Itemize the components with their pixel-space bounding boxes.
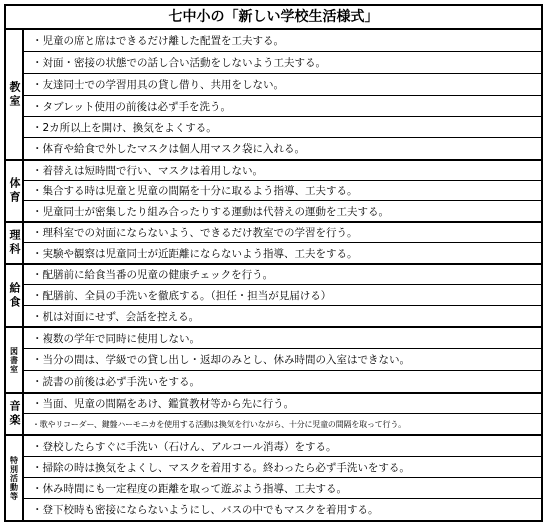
rule-row: ・体育や給食で外したマスクは個人用マスク袋に入れる。	[32, 143, 305, 155]
rule-row: ・配膳前に給食当番の児童の健康チェックを行う。	[24, 265, 541, 285]
section-library	[6, 328, 541, 394]
rule-row: ・登下校時も密接にならないようにし、バスの中でもマスクを着用する。	[32, 504, 379, 516]
rule-row: ・当分の間は、学級での貸し出し・返却のみとし、休み時間の入室はできない。	[24, 349, 541, 371]
section-classroom	[6, 30, 541, 161]
rule-row: ・児童の席と席はできるだけ離した配置を工夫する。	[24, 30, 541, 52]
rule-row: ・タブレット使用の前後は必ず手を洗う。	[24, 96, 541, 117]
rule-row: ・対面・密接の状態での話し合い活動をしないよう工夫する。	[24, 52, 541, 74]
rule-row: ・友達同士での学習用具の貸し借り、共用をしない。	[24, 74, 541, 96]
section-label: 特別活動等	[6, 436, 24, 520]
page-title: 七中小の「新しい学校生活様式」	[6, 6, 541, 30]
rule-row: ・歌やリコーダー、鍵盤ハーモニカを使用する活動は換気を行いながら、十分に児童の間隔を取って行う。	[32, 419, 406, 429]
section-label: 体育	[6, 161, 24, 221]
section-label: 教室	[6, 30, 24, 159]
section-pe	[6, 161, 541, 223]
rule-row: ・集合する時は児童と児童の間隔を十分に取るよう指導、工夫する。	[24, 181, 541, 201]
section-music	[6, 394, 541, 436]
rule-row: ・配膳前、全員の手洗いを徹底する。（担任・担当が見届ける）	[24, 285, 541, 306]
rule-row: ・児童同士が密集したり組み合ったりする運動は代替えの運動を工夫する。	[32, 205, 389, 218]
rule-row: ・着替えは短時間で行い、マスクは着用しない。	[24, 161, 541, 181]
rule-row: ・実験や観察は児童同士が近距離にならないよう指導、工夫をする。	[32, 247, 358, 260]
section-label: 給食	[6, 265, 24, 326]
section-science	[6, 223, 541, 265]
rule-row: ・机は対面にせず、会話を控える。	[32, 310, 200, 323]
section-label: 図書室	[6, 328, 24, 392]
rule-row: ・読書の前後は必ず手洗いをする。	[32, 376, 200, 388]
rule-row: ・2カ所以上を開け、換気をよくする。	[24, 117, 541, 138]
rule-row: ・休み時間にも一定程度の距離を取って遊ぶよう指導、工夫する。	[24, 478, 541, 499]
rule-row: ・複数の学年で同時に使用しない。	[24, 328, 541, 349]
section-label: 理科	[6, 223, 24, 263]
rule-row: ・当面、児童の間隔をあけ、鑑賞教材等から先に行う。	[24, 394, 541, 414]
rule-row: ・登校したらすぐに手洗い（石けん、アルコール消毒）をする。	[24, 436, 541, 457]
rules-table	[4, 4, 543, 522]
rule-row: ・理科室での対面にならないよう、できるだけ教室での学習を行う。	[24, 223, 541, 243]
rule-row: ・掃除の時は換気をよくし、マスクを着用する。終わったら必ず手洗いをする。	[24, 457, 541, 478]
section-label: 音楽	[6, 394, 24, 434]
section-special-activities	[6, 436, 541, 520]
section-lunch	[6, 265, 541, 328]
